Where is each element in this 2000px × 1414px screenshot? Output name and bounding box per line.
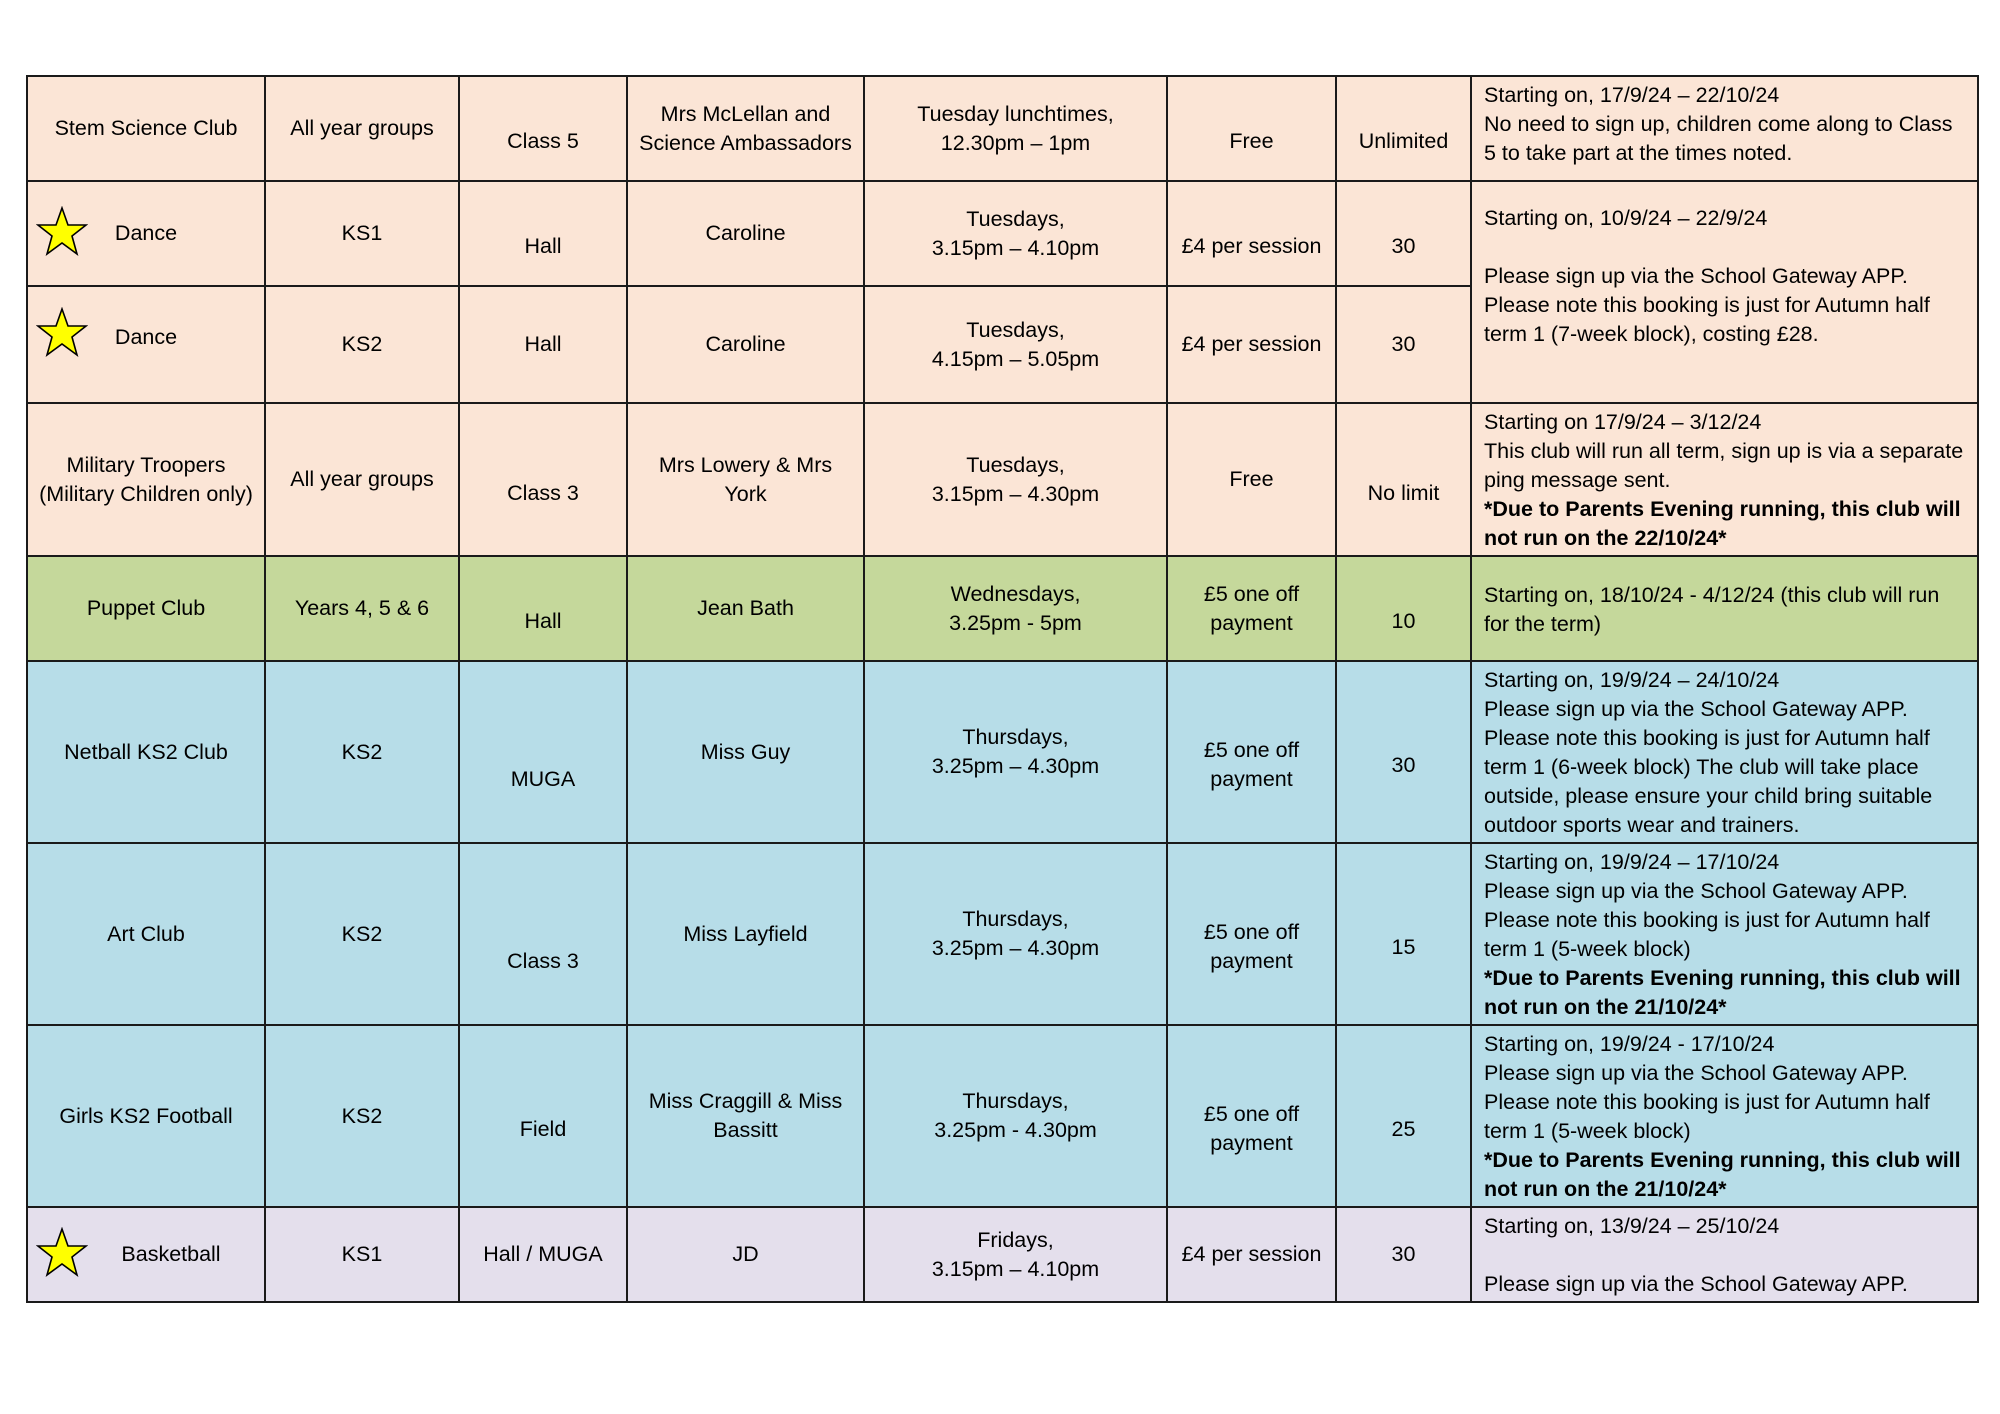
club-info: Starting on, 18/10/24 - 4/12/24 (this club will run for the term) — [1471, 556, 1978, 661]
location: Class 5 — [459, 76, 627, 181]
club-name-cell — [27, 181, 265, 286]
club-name-cell — [27, 1207, 265, 1302]
year-group: KS2 — [265, 661, 459, 843]
table-row — [27, 1207, 1978, 1302]
club-time: Fridays, 3.15pm – 4.10pm — [864, 1207, 1167, 1302]
club-cost: Free — [1167, 403, 1336, 556]
location: Class 3 — [459, 843, 627, 1025]
club-leader: JD — [627, 1207, 864, 1302]
club-time: Tuesdays, 3.15pm – 4.30pm — [864, 403, 1167, 556]
club-leader: Miss Layfield — [627, 843, 864, 1025]
club-name: Military Troopers (Military Children only) — [27, 403, 265, 556]
year-group: KS1 — [265, 181, 459, 286]
club-info: Starting on, 10/9/24 – 22/9/24 Please sign up via the School Gateway APP. Please note this booking is just for Autumn half term 1 (7-week block), costing £28. — [1471, 181, 1978, 403]
club-cost: £5 one off payment — [1167, 661, 1336, 843]
year-group: KS2 — [265, 1025, 459, 1207]
club-info: Starting on, 19/9/24 – 17/10/24 Please sign up via the School Gateway APP. Please note this booking is just for Autumn half term 1 (5-week block) *Due to Parents Evening running, this club will not run on the 21/10/24* — [1471, 843, 1978, 1025]
table-row — [27, 843, 1978, 1025]
table-row — [27, 76, 1978, 181]
location: Hall / MUGA — [459, 1207, 627, 1302]
table-row — [27, 1025, 1978, 1207]
club-leader: Caroline — [627, 181, 864, 286]
club-leader: Caroline — [627, 286, 864, 403]
club-places: No limit — [1336, 403, 1471, 556]
club-info: Starting on, 19/9/24 - 17/10/24 Please sign up via the School Gateway APP. Please note this booking is just for Autumn half term 1 (5-week block) *Due to Parents Evening running, this club will not run on the 21/10/24* — [1471, 1025, 1978, 1207]
club-cost: £5 one off payment — [1167, 843, 1336, 1025]
club-leader: Jean Bath — [627, 556, 864, 661]
club-cost: £4 per session — [1167, 181, 1336, 286]
club-note: *Due to Parents Evening running, this club will not run on the 21/10/24* — [1484, 1148, 1961, 1201]
club-time: Wednesdays, 3.25pm - 5pm — [864, 556, 1167, 661]
club-cost: £5 one off payment — [1167, 556, 1336, 661]
club-info: Starting on, 13/9/24 – 25/10/24 Please sign up via the School Gateway APP. — [1471, 1207, 1978, 1302]
club-time: Tuesdays, 4.15pm – 5.05pm — [864, 286, 1167, 403]
location: Hall — [459, 556, 627, 661]
club-name-cell — [27, 286, 265, 403]
club-cost: Free — [1167, 76, 1336, 181]
year-group: All year groups — [265, 403, 459, 556]
club-time: Thursdays, 3.25pm - 4.30pm — [864, 1025, 1167, 1207]
year-group: KS1 — [265, 1207, 459, 1302]
club-leader: Mrs Lowery & Mrs York — [627, 403, 864, 556]
year-group: All year groups — [265, 76, 459, 181]
club-time: Thursdays, 3.25pm – 4.30pm — [864, 843, 1167, 1025]
club-places: 15 — [1336, 843, 1471, 1025]
location: Field — [459, 1025, 627, 1207]
location: Hall — [459, 181, 627, 286]
club-places: 10 — [1336, 556, 1471, 661]
star-icon — [36, 206, 88, 258]
table-row — [27, 403, 1978, 556]
club-note: *Due to Parents Evening running, this club will not run on the 21/10/24* — [1484, 966, 1961, 1019]
location: Class 3 — [459, 403, 627, 556]
club-info: Starting on, 17/9/24 – 22/10/24 No need to sign up, children come along to Class 5 to take part at the times noted. — [1471, 76, 1978, 181]
star-icon — [36, 1227, 88, 1279]
club-places: 30 — [1336, 286, 1471, 403]
location: Hall — [459, 286, 627, 403]
year-group: KS2 — [265, 843, 459, 1025]
club-info: Starting on 17/9/24 – 3/12/24 This club will run all term, sign up is via a separate ping message sent. *Due to Parents Evening running, this club will not run on the 22/10/24* — [1471, 403, 1978, 556]
club-leader: Miss Guy — [627, 661, 864, 843]
club-name: Netball KS2 Club — [27, 661, 265, 843]
club-time: Tuesday lunchtimes, 12.30pm – 1pm — [864, 76, 1167, 181]
club-cost: £5 one off payment — [1167, 1025, 1336, 1207]
club-time: Tuesdays, 3.15pm – 4.10pm — [864, 181, 1167, 286]
table-row — [27, 661, 1978, 843]
location: MUGA — [459, 661, 627, 843]
star-icon — [36, 307, 88, 359]
club-name: Dance — [114, 325, 178, 349]
club-name: Basketball — [121, 1242, 221, 1266]
table-row — [27, 181, 1978, 286]
club-places: 30 — [1336, 661, 1471, 843]
club-name: Puppet Club — [27, 556, 265, 661]
club-info: Starting on, 19/9/24 – 24/10/24 Please sign up via the School Gateway APP. Please note this booking is just for Autumn half term 1 (6-week block) The club will take place outside, please ensure your child bring suitable outdoor sports wear and trainers. — [1471, 661, 1978, 843]
club-name: Girls KS2 Football — [27, 1025, 265, 1207]
club-cost: £4 per session — [1167, 286, 1336, 403]
year-group: KS2 — [265, 286, 459, 403]
club-name: Dance — [114, 221, 178, 245]
year-group: Years 4, 5 & 6 — [265, 556, 459, 661]
clubs-table — [26, 75, 1979, 1303]
club-places: 25 — [1336, 1025, 1471, 1207]
club-leader: Miss Craggill & Miss Bassitt — [627, 1025, 864, 1207]
club-leader: Mrs McLellan and Science Ambassadors — [627, 76, 864, 181]
club-places: 30 — [1336, 181, 1471, 286]
table-row — [27, 556, 1978, 661]
club-note: *Due to Parents Evening running, this club will not run on the 22/10/24* — [1484, 497, 1961, 550]
club-name: Art Club — [27, 843, 265, 1025]
club-name: Stem Science Club — [27, 76, 265, 181]
club-places: Unlimited — [1336, 76, 1471, 181]
club-time: Thursdays, 3.25pm – 4.30pm — [864, 661, 1167, 843]
club-cost: £4 per session — [1167, 1207, 1336, 1302]
club-places: 30 — [1336, 1207, 1471, 1302]
